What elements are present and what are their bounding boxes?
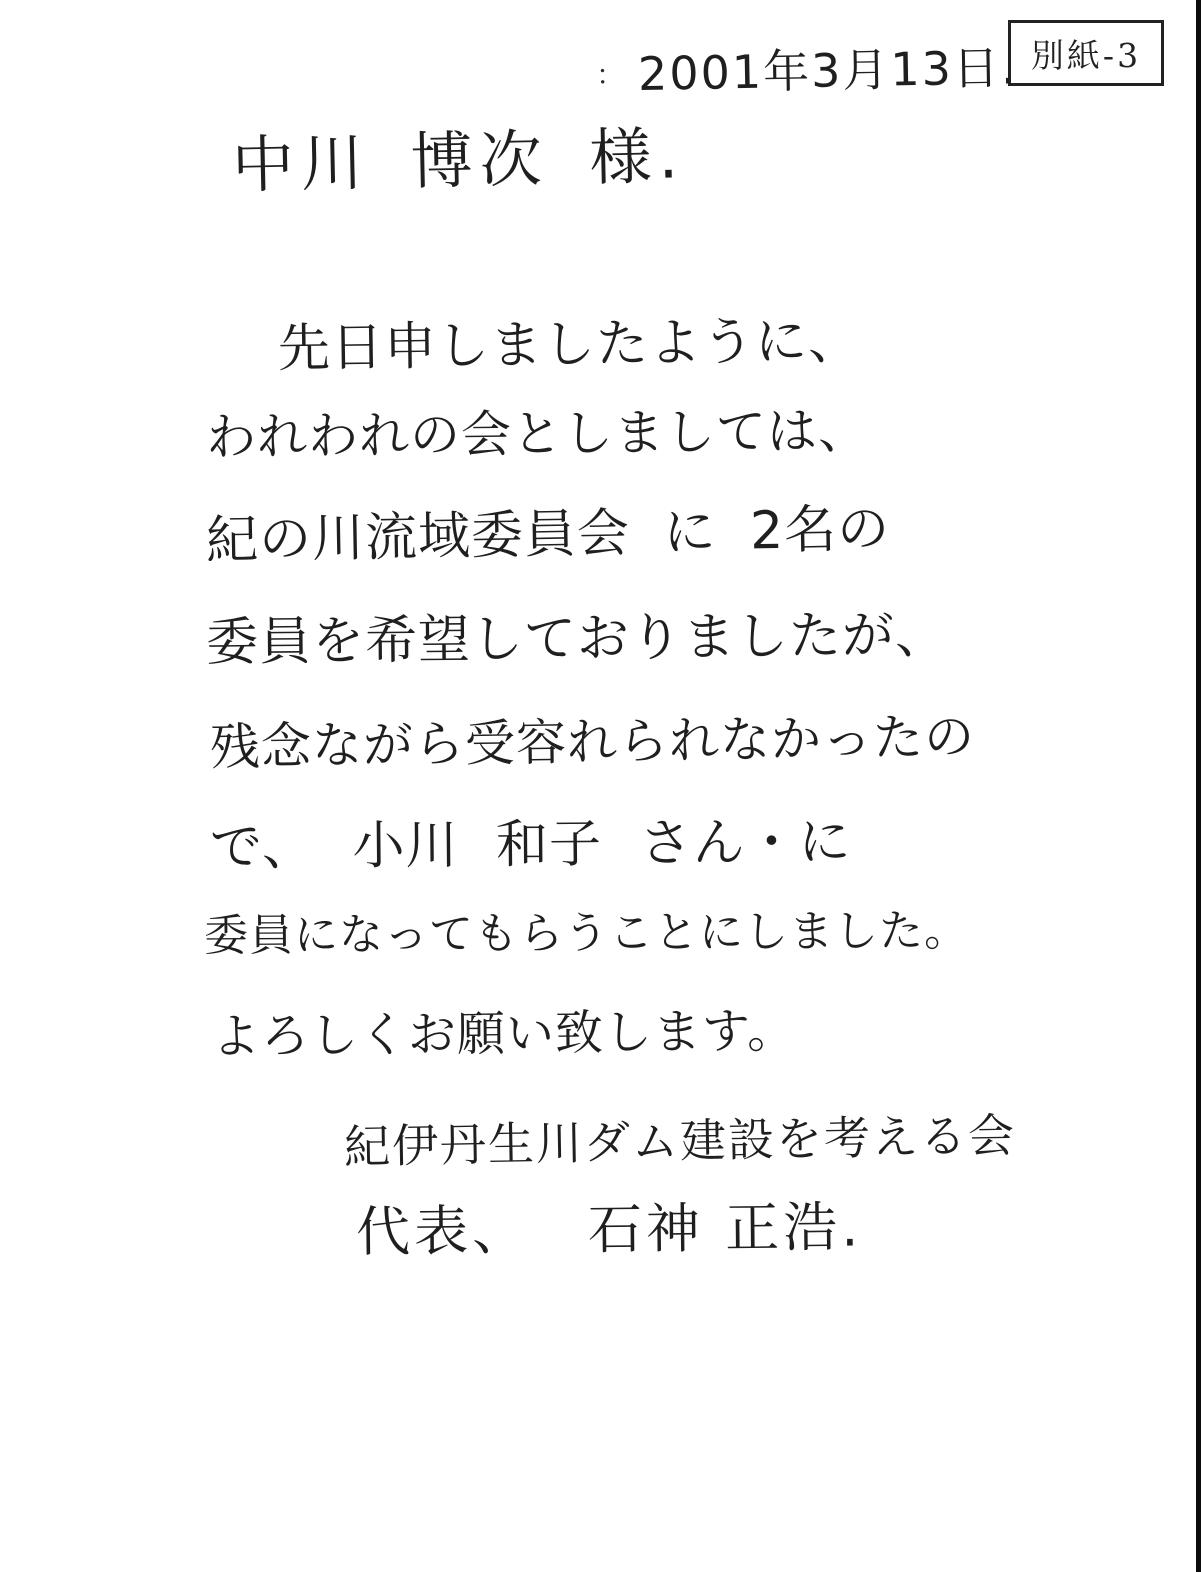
representative-name: 石神 正浩. xyxy=(587,1195,863,1262)
representative-label: 代表、 xyxy=(355,1198,531,1264)
date-line xyxy=(596,40,1018,103)
body-line-8: よろしくお願い致します。 xyxy=(211,1002,797,1066)
body-line-4: 委員を希望しておりましたが、 xyxy=(205,605,949,673)
body-line-6: で、 小川 和子 さん・に xyxy=(209,812,852,878)
date-text: 2001年3月13日. xyxy=(637,40,1018,101)
scanner-edge-strip xyxy=(1196,0,1201,1572)
signature-organization: 紀伊丹生川ダム建設を考える会 xyxy=(343,1108,1017,1174)
body-line-7: 委員になってもらうことにしました。 xyxy=(203,905,970,962)
body-line-3: 紀の川流域委員会 に 2名の xyxy=(205,499,891,571)
addressee-line: 中川 博次 様. xyxy=(231,119,686,202)
body-line-1: 先日申しましたように、 xyxy=(277,310,862,380)
date-prefix-mark: ： xyxy=(595,57,627,92)
attachment-label: 別紙-3 xyxy=(1030,35,1142,75)
signature-representative-line xyxy=(356,1195,863,1265)
body-line-5: 残念ながら受容れられなかったの xyxy=(209,707,976,777)
body-line-2: われわれの会としましては、 xyxy=(205,401,870,467)
attachment-label-box xyxy=(1008,20,1164,86)
